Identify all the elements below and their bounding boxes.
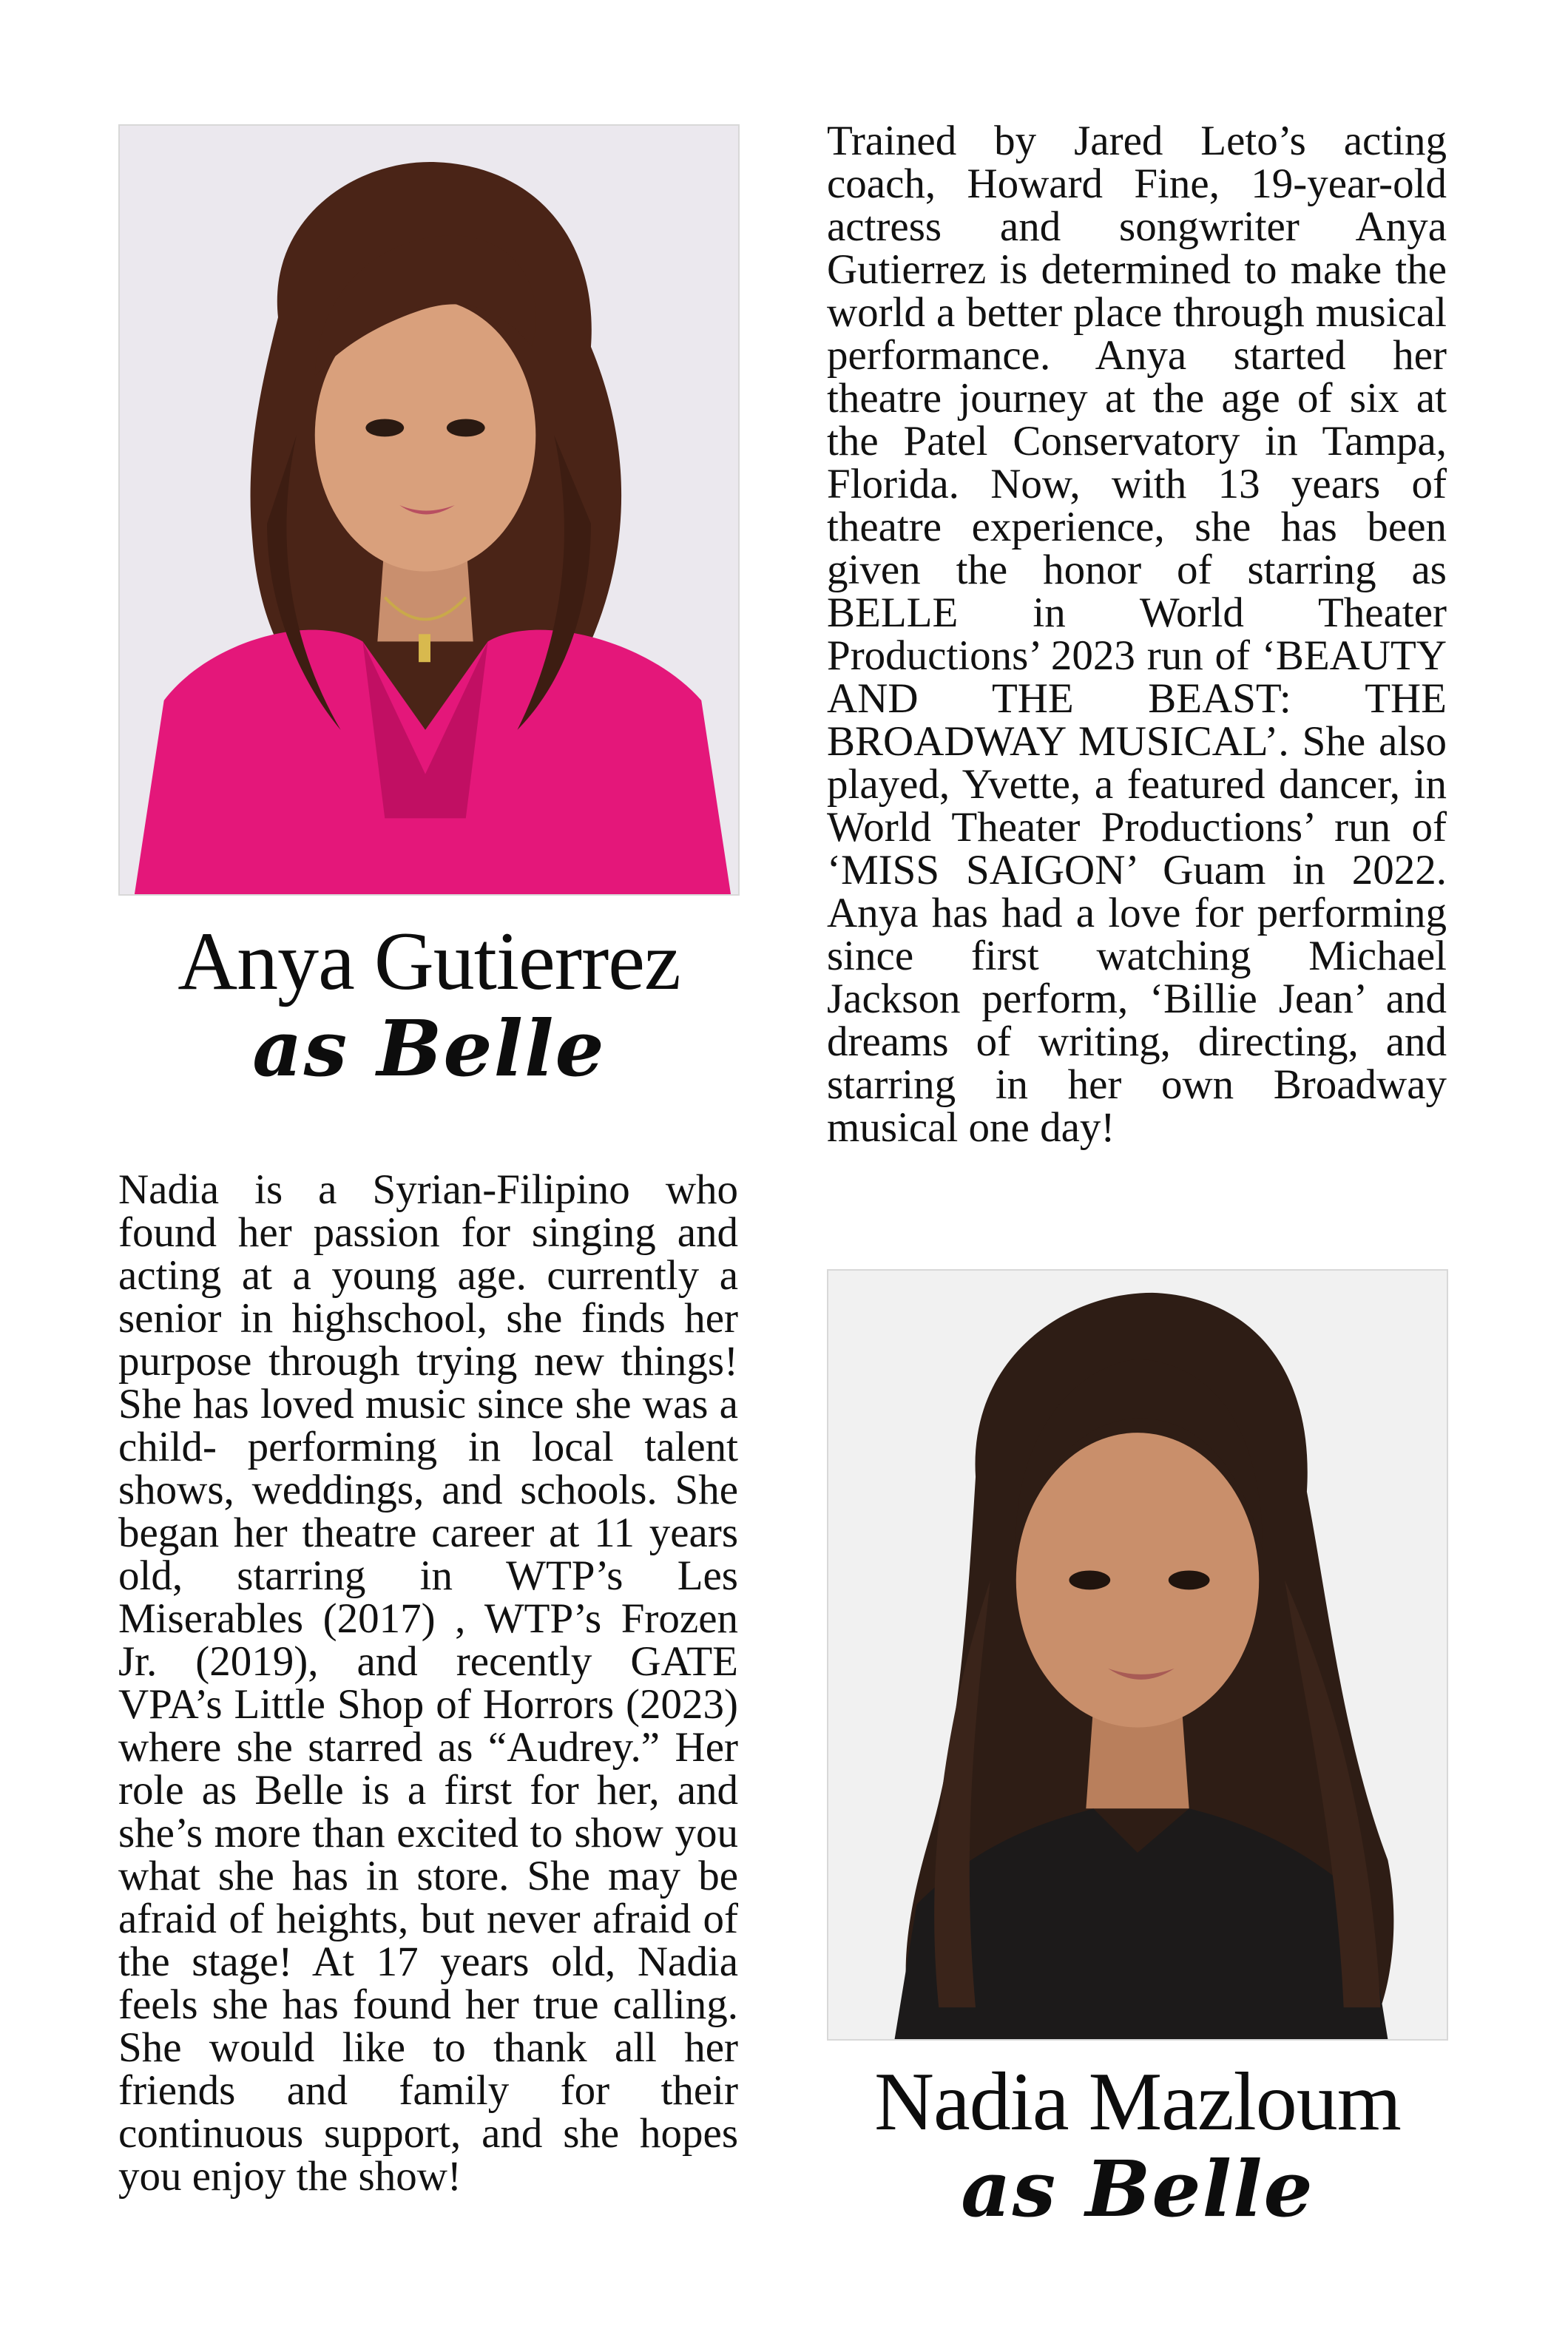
nadia-headshot-photo xyxy=(827,1269,1448,2041)
nadia-name: Nadia Mazloum xyxy=(874,2056,1401,2148)
anya-headshot-illustration xyxy=(120,126,738,894)
anya-headshot-photo xyxy=(118,124,740,896)
anya-role: as Belle xyxy=(252,1003,606,1094)
nadia-headshot-illustration xyxy=(828,1271,1447,2039)
nadia-bio-text: Nadia is a Syrian-Filipino who found her passion for singing and acting at a young age. currently a senior in highschool, she finds her purpose through trying new things! She has loved music since she was a child- performing in local talent shows, weddings, and schools. She began her theatre career at 11 years old, starring in WTP’s Les Miserables (2017) , WTP’s Frozen Jr. (2019), and recently GATE VPA’s Little Shop of Horrors (2023) where she starred as “Audrey.” Her role as Belle is a first for her, and she’s more than excited to show you what she has in store. She may be afraid of heights, but never afraid of the stage! At 17 years old, Nadia feels she has found her true calling. She would like to thank all her friends and family for their continuous support, and she hopes you enjoy the show! xyxy=(118,1166,738,2200)
anya-caption xyxy=(118,916,740,1094)
nadia-role: as Belle xyxy=(961,2143,1314,2234)
nadia-caption xyxy=(827,2056,1448,2234)
anya-name: Anya Gutierrez xyxy=(178,916,680,1007)
anya-bio-text: Trained by Jared Leto’s acting coach, Howard Fine, 19-year-old actress and songwriter Anya Gutierrez is determined to make the world a better place through musical performance. Anya started her theatre journey at the age of six at the Patel Conservatory in Tampa, Florida. Now, with 13 years of theatre experience, she has been given the honor of starring as BELLE in World Theater Productions’ 2023 run of ‘BEAUTY AND THE BEAST: THE BROADWAY MUSICAL’. She also played, Yvette, a featured dancer, in World Theater Productions’ run of ‘MISS SAIGON’ Guam in 2022. Anya has had a love for performing since first watching Michael Jackson perform, ‘Billie Jean’ and dreams of writing, directing, and starring in her own Broadway musical one day! xyxy=(827,118,1447,1151)
